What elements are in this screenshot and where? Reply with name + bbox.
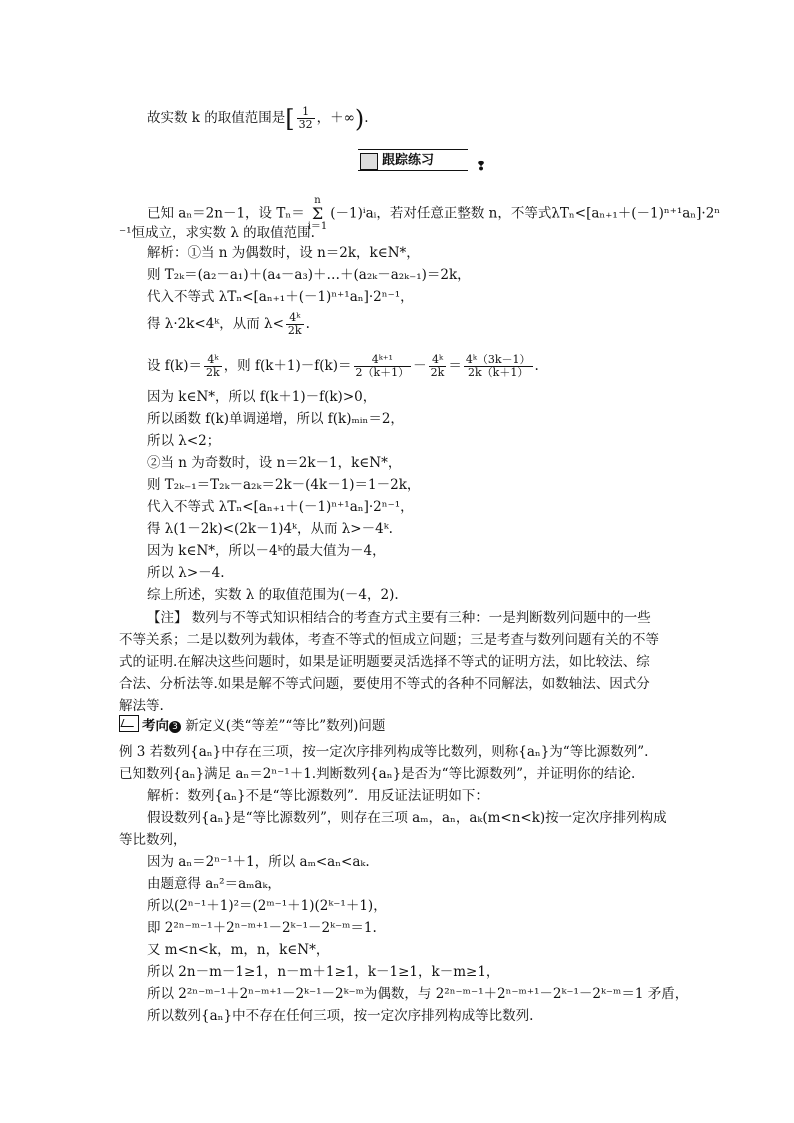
text: ，＋∞ [316, 110, 355, 126]
solution-line: 因为 k∈N*，所以 f(k＋1)－f(k)>0， [147, 389, 377, 405]
proof-line: 所以(2ⁿ⁻¹＋1)²＝(2ᵐ⁻¹＋1)(2ᵏ⁻¹＋1)， [147, 898, 387, 914]
proof-line: 即 2²ⁿ⁻ᵐ⁻¹＋2ⁿ⁻ᵐ⁺¹－2ᵏ⁻¹－2ᵏ⁻ᵐ＝1. [147, 920, 377, 936]
proof-line: 所以 2²ⁿ⁻ᵐ⁻¹＋2ⁿ⁻ᵐ⁺¹－2ᵏ⁻¹－2ᵏ⁻ᵐ为偶数，与 2²ⁿ⁻ᵐ⁻¹＋2ⁿ⁻ᵐ⁺¹－2ᵏ⁻¹－2ᵏ⁻ᵐ＝1 矛盾， [147, 986, 689, 1002]
solution-line: 得 λ(1－2k)<(2k－1)4ᵏ，从而 λ>－4ᵏ. [147, 521, 393, 537]
example-line: 例 3 若数列{aₙ}中存在三项，按一定次序排列构成等比数列，则称{aₙ}为“等比源数列”. [119, 744, 649, 760]
section-number: 3 [169, 721, 181, 733]
text: (－1)ⁱaᵢ，若对任意正整数 n，不等式λTₙ<[aₙ₊₁＋(－1)ⁿ⁺¹aₙ]·2ⁿ [330, 205, 721, 222]
text: － [413, 358, 427, 374]
text: 得 λ·2k<4ᵏ，从而 λ< [147, 316, 284, 332]
fraction [354, 354, 412, 379]
fraction-numerator: 4ᵏ（3k－1） [465, 353, 531, 366]
fraction [297, 106, 315, 131]
fraction-denominator: 2k（k＋1） [468, 366, 529, 379]
note-line: 式的证明.在解决这些问题时，如果是证明题要灵活选择不等式的证明方法，如比较法、综 [119, 654, 650, 670]
fraction-numerator: 4ᵏ [429, 354, 447, 367]
proof-line: 因为 aₙ＝2ⁿ⁻¹＋1，所以 aₘ<aₙ<aₖ. [147, 854, 370, 870]
left-bracket: [ [285, 105, 295, 133]
solution-line: ②当 n 为奇数时，设 n＝2k－1，k∈N*， [147, 455, 402, 471]
fraction-numerator: 4ᵏ⁺¹ [354, 354, 412, 367]
example-line: 已知数列{aₙ}满足 aₙ＝2ⁿ⁻¹＋1.判断数列{aₙ}是否为“等比源数列”，并证明你的结论. [119, 766, 636, 782]
range-conclusion-line: 故实数 k 的取值范围是[ $\frac{1}{32}$ ，＋∞). [147, 105, 369, 133]
sum-upper: n [314, 195, 321, 206]
section-label: 考向 [142, 718, 169, 734]
trend-chart-icon [119, 715, 139, 732]
problem-line-2: ⁻¹恒成立，求实数 λ 的取值范围. [119, 225, 315, 241]
proof-line: 又 m<n<k，m，n，k∈N*， [147, 942, 330, 958]
fraction-denominator: 2k [430, 366, 445, 379]
proof-line: 等比数列， [119, 832, 187, 848]
solution-line: 因为 k∈N*，所以－4ᵏ的最大值为－4， [147, 543, 386, 559]
solution-line: 代入不等式 λTₙ<[aₙ₊₁＋(－1)ⁿ⁺¹aₙ]·2ⁿ⁻¹， [147, 499, 414, 515]
fraction [204, 354, 222, 379]
text: . [534, 358, 539, 374]
solution-line: 则 T₂ₖ₋₁＝T₂ₖ－a₂ₖ＝2k－(4k－1)＝1－2k， [147, 477, 421, 493]
fraction-numerator: 4ᵏ [286, 312, 304, 325]
solution-line [147, 312, 310, 337]
note-line: 不等关系；二是以数列为载体，考查不等式的恒成立问题；三是考查与数列问题有关的不等 [119, 632, 659, 648]
solution-line [147, 354, 539, 379]
text: 已知 aₙ＝2n－1，设 Tₙ＝ [147, 205, 305, 222]
text: 故实数 k 的取值范围是 [147, 110, 286, 126]
proof-line: 所以数列{aₙ}中不存在任何三项，按一定次序排列构成等比数列. [147, 1008, 534, 1024]
banner-label: 跟踪练习 [382, 153, 435, 168]
solution-line: 则 T₂ₖ＝(a₂－a₁)＋(a₄－a₃)＋…＋(a₂ₖ－a₂ₖ₋₁)＝2k， [147, 267, 471, 283]
fraction [429, 354, 447, 379]
fraction-denominator: 2k [206, 366, 220, 379]
text: 设 f(k)＝ [147, 358, 203, 374]
sum-lower: i＝1 [307, 221, 328, 232]
section-title: 新定义(类“等差”“等比”数列)问题 [181, 718, 386, 734]
note-line: 解法等. [119, 698, 164, 714]
fraction-denominator: 2（k＋1） [355, 366, 410, 379]
fraction [286, 312, 304, 337]
solution-line: 所以 λ<2； [147, 433, 221, 449]
note-line: 【注】 数列与不等式知识相结合的考查方式主要有三种：一是判断数列问题中的一些 [147, 610, 651, 626]
follow-up-practice-banner [358, 149, 486, 173]
proof-line: 解析：数列{aₙ}不是“等比源数列”．用反证法证明如下： [147, 788, 489, 804]
solution-line: 所以函数 f(k)单调递增，所以 f(k)ₘᵢₙ＝2， [147, 411, 404, 427]
solution-line: 解析：①当 n 为偶数时，设 n＝2k，k∈N*， [147, 245, 420, 261]
note-line: 合法、分析法等.如果是解不等式问题，要使用不等式的各种不同解法，如数轴法、因式分 [119, 676, 650, 692]
solution-line: 所以 λ>－4. [147, 565, 225, 581]
proof-line: 所以 2n－m－1≥1，n－m＋1≥1，k－1≥1，k－m≥1， [147, 964, 500, 980]
solution-line: 代入不等式 λTₙ<[aₙ₊₁＋(－1)ⁿ⁺¹aₙ]·2ⁿ⁻¹， [147, 289, 414, 305]
solution-line: 综上所述，实数 λ 的取值范围为(－4，2). [147, 587, 399, 603]
fraction-denominator: 32 [298, 118, 313, 131]
right-paren: ) [354, 105, 365, 133]
footprints-icon: ❢ [475, 159, 486, 173]
proof-line: 假设数列{aₙ}是“等比源数列”，则存在三项 aₘ，aₙ，aₖ(m<n<k)按一定次序排列构成 [147, 810, 667, 826]
text: . [305, 316, 310, 332]
sigma-glyph: Σ [311, 204, 324, 223]
section-heading [119, 715, 385, 736]
pencil-book-icon [360, 153, 378, 170]
fraction-denominator: 2k [287, 324, 302, 337]
fraction-numerator: 4ᵏ [204, 354, 222, 367]
fraction-numerator: 1 [297, 106, 315, 119]
proof-line: 由题意得 aₙ²＝aₘaₖ， [147, 876, 281, 892]
text: ＝ [448, 358, 462, 374]
text: ，则 f(k＋1)－f(k)＝ [223, 358, 352, 374]
fraction [464, 354, 533, 379]
